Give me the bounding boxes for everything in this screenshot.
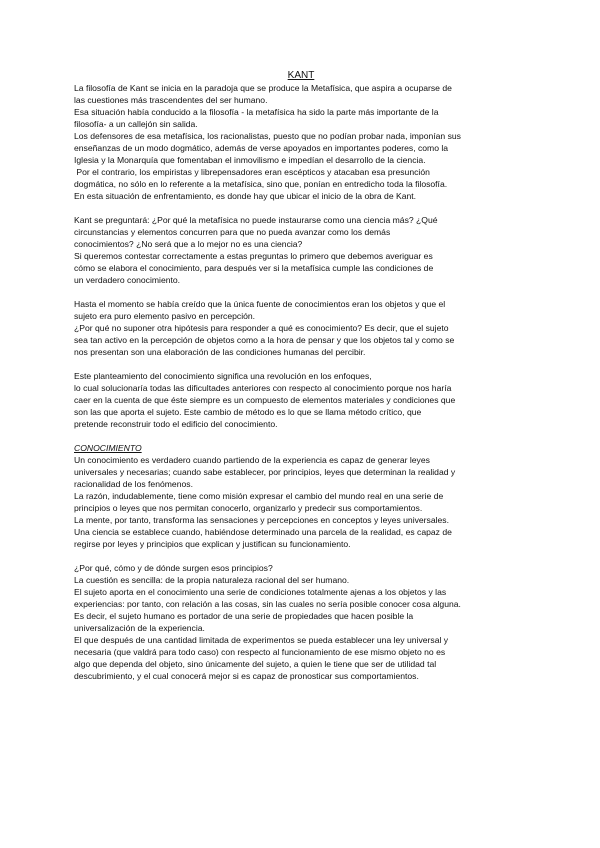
text-line: descubrimiento, y el cual conocerá mejor si es capaz de pronosticar sus comportamientos. [74, 671, 419, 681]
text-line: sujeto era puro elemento pasivo en percepción. [74, 311, 256, 321]
text-line: circunstancias y elementos concurren para que no pueda avanzar como los demás [74, 227, 391, 237]
paragraph-principles [74, 562, 528, 682]
text-line: principios o leyes que nos permitan conocerlo, organizarlo y predecir sus comportamientos. [74, 503, 423, 513]
text-line: ¿Por qué, cómo y de dónde surgen esos principios? [74, 563, 273, 573]
text-line: En esta situación de enfrentamiento, es donde hay que ubicar el inicio de la obra de Kant. [74, 191, 417, 201]
text-line: ¿Por qué no suponer otra hipótesis para responder a qué es conocimiento? Es decir, que el sujeto [74, 323, 449, 333]
text-line: Un conocimiento es verdadero cuando partiendo de la experiencia es capaz de generar leyes [74, 455, 430, 465]
text-line: Es decir, el sujeto humano es portador de una serie de propiedades que hacen posible la [74, 611, 414, 621]
paragraph-sources [74, 298, 528, 358]
paragraph-gap [74, 430, 528, 442]
document-title: KANT [287, 70, 315, 81]
paragraph-critical-method [74, 370, 528, 430]
text-line: cómo se elabora el conocimiento, para después ver si la metafísica cumple las condiciones de [74, 263, 434, 273]
text-line: Por el contrario, los empiristas y librepensadores eran escépticos y atacaban esa presunción [74, 167, 430, 177]
text-line: necesaria (que valdrá para todo caso) con respecto al funcionamiento de ese mismo objeto no es [74, 647, 446, 657]
paragraph-gap [74, 286, 528, 298]
text-line: universales y necesarias; cuando sabe establecer, por principios, leyes que determinan la realidad y [74, 467, 456, 477]
section-heading: CONOCIMIENTO [74, 443, 142, 453]
text-line: experiencias: por tanto, con relación a las cosas, sin las cuales no sería posible conocer cosa alguna. [74, 599, 461, 609]
text-line: El sujeto aporta en el conocimiento una serie de condiciones totalmente ajenas a los objetos y las [74, 587, 447, 597]
text-line: Iglesia y la Monarquía que fomentaban el inmovilismo e impedían el desarrollo de la ciencia. [74, 155, 426, 165]
text-line: racionalidad de los fenómenos. [74, 479, 193, 489]
text-line: Hasta el momento se había creído que la única fuente de conocimientos eran los objetos y que el [74, 299, 446, 309]
paragraph-gap [74, 550, 528, 562]
text-line: La filosofía de Kant se inicia en la paradoja que se produce la Metafísica, que aspira a ocuparse de [74, 83, 452, 93]
text-line: Esa situación había conducido a la filosofía - la metafísica ha sido la parte más importante de la [74, 107, 439, 117]
text-line: algo que dependa del objeto, sino únicamente del sujeto, a quien le tiene que ser de utilidad tal [74, 659, 437, 669]
text-line: conocimientos? ¿No será que a lo mejor no es una ciencia? [74, 239, 303, 249]
paragraph-conocimiento [74, 454, 528, 550]
document-page [74, 70, 528, 682]
text-line: sea tan activo en la percepción de objetos como a la hora de pensar y que los objetos tal y como se [74, 335, 455, 345]
text-line: son las que aporta el sujeto. Este cambio de método es lo que se llama método crítico, que [74, 407, 422, 417]
text-line: las cuestiones más trascendentes del ser humano. [74, 95, 268, 105]
text-line: Este planteamiento del conocimiento significa una revolución en los enfoques, [74, 371, 372, 381]
text-line: El que después de una cantidad limitada de experimentos se pueda establecer una ley universal y [74, 635, 449, 645]
text-line: enseñanzas de un modo dogmático, además de verse apoyados en importantes poderes, como la [74, 143, 449, 153]
text-line: lo cual solucionaría todas las dificultades anteriores con respecto al conocimiento porque nos haría [74, 383, 452, 393]
paragraph-gap [74, 358, 528, 370]
paragraph-kant-questions [74, 214, 528, 286]
text-line: Si queremos contestar correctamente a estas preguntas lo primero que debemos averiguar es [74, 251, 433, 261]
text-line: Una ciencia se establece cuando, habiéndose determinado una parcela de la realidad, es capaz de [74, 527, 452, 537]
text-line: caer en la cuenta de que éste siempre es un compuesto de elementos materiales y condiciones que [74, 395, 456, 405]
text-line: pretende reconstruir todo el edificio del conocimiento. [74, 419, 278, 429]
text-line: Los defensores de esa metafísica, los racionalistas, puesto que no podían probar nada, imponían sus [74, 131, 461, 141]
text-line: La mente, por tanto, transforma las sensaciones y percepciones en conceptos y leyes universales. [74, 515, 449, 525]
text-line: universalización de la experiencia. [74, 623, 205, 633]
text-line: nos presentan son una elaboración de las condiciones humanas del percibir. [74, 347, 366, 357]
paragraph-intro [74, 82, 528, 202]
text-line: La razón, indudablemente, tiene como misión expresar el cambio del mundo real en una serie de [74, 491, 444, 501]
text-line: La cuestión es sencilla: de la propia naturaleza racional del ser humano. [74, 575, 350, 585]
text-line: un verdadero conocimiento. [74, 275, 181, 285]
text-line: Kant se preguntará: ¿Por qué la metafísica no puede instaurarse como una ciencia más? ¿Qué [74, 215, 438, 225]
text-line: dogmática, no sólo en lo referente a la metafísica, sino que, ponían en entredicho toda la filosofía. [74, 179, 448, 189]
paragraph-gap [74, 202, 528, 214]
text-line: regirse por leyes y principios que explican y justifican su funcionamiento. [74, 539, 351, 549]
text-line: filosofía- a un callejón sin salida. [74, 119, 198, 129]
